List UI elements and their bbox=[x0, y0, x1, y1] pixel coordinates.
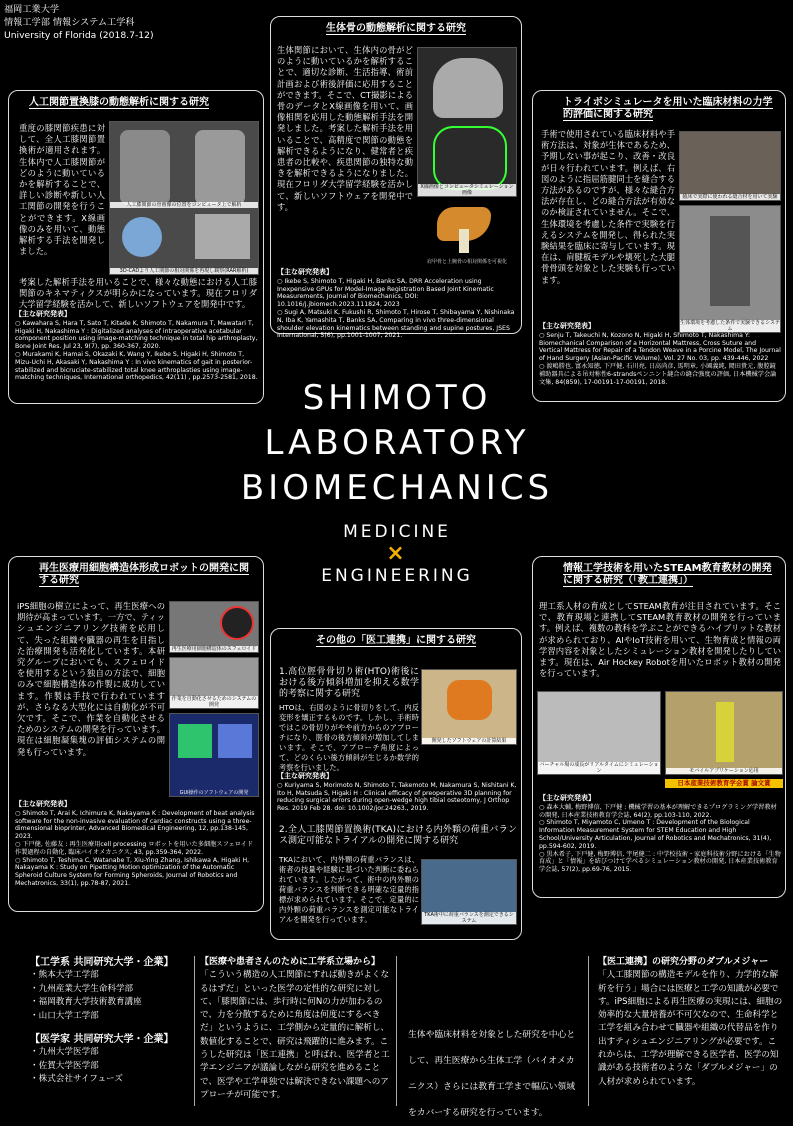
partner-item: ・九州大学医学部 bbox=[30, 1047, 99, 1058]
refs-heading: 【主な研究発表】 bbox=[277, 772, 333, 780]
subtitle-engineering: ENGINEERING bbox=[321, 566, 473, 586]
panel-other-sub2: 2.全人工膝関節置換術(TKA)における内外顆の荷重バランス測定可能なトライアルの開発に関する研究 bbox=[279, 825, 517, 846]
panel-regenerative-robot bbox=[8, 556, 264, 912]
panel-steam-refs bbox=[539, 795, 781, 874]
tribo-machine-caption: 生体環境を考慮した条件で実験できるシステム bbox=[680, 320, 780, 332]
ref-item: ○ Ikebe S, Shimoto T, Higaki H, Banks SA, DRR Acceleration using Inexpensive GPUs for Model-Image Registration Based Joint Kinematic Measurements, Journal of Biomechanics, DOI: 10.1016/j.jbiomech.2023.111824, 2023 bbox=[277, 277, 494, 309]
bottom-double-major bbox=[598, 956, 783, 1089]
robot-system-image bbox=[169, 657, 259, 709]
subtitle-medicine: MEDICINE bbox=[343, 522, 451, 542]
divider bbox=[396, 956, 397, 1106]
shoulder-xray-image bbox=[417, 47, 517, 197]
ref-item: ○ Shimoto T, Miyamoto C, Umeno T : Development of the Biological Information Measurement System for STEM Education and High School/University Articulation, Journal of Robotics and Mechatronics, 31(4), pp.594-602, 2019. bbox=[539, 819, 772, 850]
gui-software-image bbox=[169, 713, 259, 797]
tka-system-image bbox=[421, 859, 517, 925]
refs-heading: 【主な研究発表】 bbox=[539, 322, 595, 330]
steam-mobile-image bbox=[665, 691, 783, 775]
panel-joint-text-a: 重度の膝関節疾患に対して、全人工膝関節置換術が適用されます。生体内で人工膝関節がどのように動いているかを解析することで、詳しい診断や新しい人工関節の開発を行うことができます。X線画像のみを用いて、動態解析する手法を開発しました。 bbox=[19, 123, 105, 257]
refs-heading: 【主な研究発表】 bbox=[15, 800, 71, 808]
panel-tribo-title: トライボシミュレータを用いた臨床材料の力学的評価に関する研究 bbox=[563, 97, 773, 120]
purpose-text: 「こういう構造の人工関節にすれば動きがよくなるはずだ」といった医学の定性的な研究に対して、「膝関節には、歩行時に何Nの力が加わるので、力を分散するために角度は何度にするべきだ」というように、工学側から定量的に解析し、数値化することで、研究は飛躍的に進みます。こうした研究は「医工連携」と呼ばれ、医学者と工学エンジニアが議論しながら研究を進めることで、医学や工学単独では解決できない課題へのアプローチが可能です。 bbox=[200, 970, 390, 1100]
spheroid-image bbox=[169, 601, 259, 653]
bottom-partners bbox=[30, 956, 190, 1087]
ref-item: ○ Shimoto T, Teshima C, Watanabe T, Xiu-Ying Zhang, Ishikawa A, Higaki H, Nakayama K : Study on Pipetting Motion optimization of the Automatic Spheroid Culture System for Forming Spheroids, Journal of Robotics and Mechatronics, 33(1), pp.78-87, 2021. bbox=[15, 856, 250, 887]
divider bbox=[588, 956, 589, 1106]
ref-item: ○ Kawahara S, Hara T, Sato T, Kitade K, Shimoto T, Nakamura T, Mawatari T, Higaki H, Nakashima Y : Digitalized analyses of intraoperative acetabular component position using image-matching technique in total hip arthroplasty, Bone Joint Res. Jul 23, 9(7), pp. 360-367, 2020. bbox=[15, 319, 258, 351]
ref-item: ○ Sugi A, Matsuki K, Fukushi R, Shimoto T, Hirose T, Shibayama Y, Nishinaka N, Iba K, Yamashita T, Banks SA, Comparing in vivo three-dimensional shoulder elevation kinematics between standing and supine postures, JSES International, 5(6), pp.1001-1007, 2021. bbox=[277, 308, 515, 340]
panel-steam-text: 理工系人材の育成としてSTEAM教育が注目されています。そこで、教育現場と連携してSTEAM教育教材の開発を行っています。例えば、複数の教科を学ぶことができるハイブリットな教材が求められており、AIやIoT技術を用いて、生物育成と情報の両学習内容を対象としたシミュレーション教材を開発したりしています。現在は、Air Hockey Robotを用いたロボット教材の開発を行っています。 bbox=[539, 601, 781, 679]
tribo-machine-image bbox=[679, 205, 781, 333]
partner-item: ・佐賀大学医学部 bbox=[30, 1060, 99, 1071]
hto-software-caption: 開発したソフトウェアの計算結果 bbox=[422, 738, 516, 744]
suture-image bbox=[679, 131, 781, 201]
panel-tribo-simulator bbox=[532, 90, 786, 402]
ref-item: ○ Kuriyama S, Morimoto N, Shimoto T, Takemoto M, Nakamura S, Nishitani K, Ito H, Matsuda S, Higaki H : Clinical efficacy of preoperative 3D planning for reducing surgical errors during open-wedge high tibial osteotomy, J Orthop Res. 2019 Feb 28. doi: 10.1002/jor.24263., 2019. bbox=[277, 781, 517, 813]
partner-item: ・山口大学工学部 bbox=[30, 1010, 99, 1021]
ref-item: ○ 森本大輔, 梅野博信, 下戸健 : 機械学習の基本が理解できるプログラミング学習教材の開発, 日本産業技術教育学会誌, 64(2), pp.103-110, 2022. bbox=[539, 803, 777, 819]
ref-item: ○ Murakami K, Hamai S, Okazaki K, Wang Y, Ikebe S, Higaki H, Shimoto T, Mizu-Uchi H, Akasaki Y, Nakashima Y : In vivo kinematics of gait in posterior-stabilized and bicruciate-stabilized total knee arthroplasties using image-matching techniques, International orthopedics, 42(11) , pp.2573-2581, 2018. bbox=[15, 350, 258, 382]
ref-item: ○ 渡嶋勝也, 富永知徳, 下戸健, 石川亮, 日高尚彦, 馬明章, 小園義純, 岡田貴元, 腹腔鏡補助器具による吊対称性6-strandsペンニント縫合の縫合強度の評価, 日本機械学会論文集, 84(859), 17-00191-17-00191, 2018. bbox=[539, 362, 777, 386]
bottom-summary bbox=[408, 1022, 578, 1126]
refs-heading: 【主な研究発表】 bbox=[277, 268, 333, 276]
bottom-purpose bbox=[200, 956, 390, 1102]
xray-knee-image bbox=[109, 121, 259, 275]
spheroid-caption: 再生医療用細胞構造体のスフェロイド bbox=[171, 646, 257, 652]
xray-knee-caption-2: 3D-CADより人工関節の相対関係を再現し観察(RAR解析) bbox=[110, 268, 258, 274]
suture-caption: 臨床で実際に使われる縫合材を用いて実験 bbox=[680, 194, 780, 200]
panel-other-research bbox=[270, 628, 522, 940]
lab-subtitle bbox=[280, 521, 514, 587]
partner-item: ・九州産業大学生命科学部 bbox=[30, 983, 134, 994]
shoulder-model-caption: 肩甲骨と上腕骨の相対関係を可視化 bbox=[426, 259, 507, 265]
panel-joint-refs bbox=[15, 311, 259, 382]
ref-item: ○ 黒木希子, 下戸健, 梅野博信, 宇尾健二 : 中学校技術・家庭科技術分野における「生物育成」と「情報」を結びつけて学べるシミュレーション教材の開発, 日本産業技術教育学会誌, 57(2), pp.69-76, 2015. bbox=[539, 850, 781, 874]
panel-bone-refs bbox=[277, 269, 517, 340]
steam-mobile-caption: モバイルアプリケーション応用 bbox=[666, 768, 782, 774]
double-major-heading: 【医工連携】の研究分野のダブルメジャー bbox=[598, 957, 769, 967]
panel-other-text1: HTOは、右図のように骨切りをして、内反変形を矯正するものです。しかし、手術時ではこの骨切りがやや前方からのアプローチになり、脛骨の後方傾斜が増加してしまいます。そこで、アプローチ角度によって、どのくらい後方傾斜が生じるか数学的考察を行いました。 bbox=[279, 703, 419, 772]
steam-children-image bbox=[537, 691, 661, 775]
panel-other-refs bbox=[277, 773, 517, 813]
ref-item: ○ Shimoto T, Arai K, Ichimura K, Nakayama K : Development of beat analysis software for the non-invasive evaluation of cardiac constructs using a three-dimensional bioprinter, Advanced Biomedical Engineering, 12, pp.138-145, 2023. bbox=[15, 809, 255, 841]
partner-item: ・福岡教育大学技術教育講座 bbox=[30, 997, 142, 1008]
tka-system-caption: TKA術中に荷重バランスを測定できるシステム bbox=[422, 912, 516, 924]
xray-knee-caption-1: 人工膝関節の骨画像の位置をコンピュータ上で解析 bbox=[110, 202, 258, 208]
panel-joint-title: 人工関節置換膝の動態解析に関する研究 bbox=[29, 97, 209, 108]
panel-other-sub1: 1.高位脛骨骨切り術(HTO)術後における後方傾斜増加を抑える数学的考察に関する研究 bbox=[279, 667, 419, 699]
subtitle-cross: × bbox=[386, 541, 408, 566]
partner-item: ・熊本大学工学部 bbox=[30, 970, 99, 981]
affiliation-florida: University of Florida (2018.7-12) bbox=[4, 29, 154, 41]
panel-other-text2: TKAにおいて、内外顆の荷重バランスは、術者の技量や経験に基づいた判断に委ねられています。したがって、術中の内外顆の荷重バランスを判断できる明確な定量的指標が求められています。そこで、定量的に内外顆の荷重バランスを測定可能なトライアルを開発を行っています。 bbox=[279, 855, 419, 924]
panel-regen-title: 再生医療用細胞構造体形成ロボットの開発に関する研究 bbox=[39, 563, 249, 586]
partners-med-heading: 【医学家 共同研究大学・企業】 bbox=[30, 1034, 174, 1046]
panel-regen-text: iPS細胞の樹立によって、再生医療への期待が高まっています。一方で、ティッシュエンジニアリング技術を応用して、失った組織や臓器の再生を目指した治療開発も活発化しています。本研究グループにおいても、スフェロイドを使用するという独自の方法で、細胞のみで細胞構造体の作製に成功しています。作製は手技で行われていますが、さらなる大型化には自動化が不可欠です。そこで、作業を自動化させるためのシステムの開発を行っています。現在は細胞凝集塊の評価システムの開発も行っています。 bbox=[17, 601, 165, 757]
steam-children-caption: バーチャル場の成長がリアルタイムにシミュレーション bbox=[539, 762, 659, 774]
robot-system-caption: 作業を自動化させるためのシステムの開発 bbox=[171, 696, 257, 708]
hto-software-image bbox=[421, 669, 517, 745]
panel-tribo-text: 手術で使用されている臨床材料や手術方法は、対象が生体であるため、予期しない事が起こり、改善・改良が日々行われています。例えば、右図のように指屈筋腱同士を縫合する方法があるのですが、様々な縫合方法が存在し、どの縫合方法が有効なのか検証されていません。そこで、生体環境を考慮した条件で実験を行えるシステムを開発し、得られた実験結果を臨床に寄与しています。現在は、肩腱板モデルや壊死した大腿骨骨頭を対象とした実験も行っています。 bbox=[541, 129, 675, 285]
purpose-heading: 【医療や患者さんのために工学系立場から】 bbox=[200, 957, 381, 967]
divider bbox=[194, 956, 195, 1106]
partners-eng-heading: 【工学系 共同研究大学・企業】 bbox=[30, 957, 174, 968]
gui-software-caption: GUI操作のソフトウェアの開発 bbox=[179, 790, 249, 796]
affiliation bbox=[4, 4, 154, 42]
panel-other-title: その他の「医工連携」に関する研究 bbox=[316, 635, 476, 646]
affiliation-university: 福岡工業大学 bbox=[4, 4, 60, 15]
lab-title-line1: SHIMOTO bbox=[302, 378, 492, 418]
double-major-text: 「人工膝関節の構造モデルを作り、力学的な解析を行う」場合には医療と工学の知識が必要です。iPS細胞による再生医療の実現には、細胞の効率的な大量培養が不可欠なので、生命科学と工学を組み合わせて臓器や組織の代替品を作り出すティシュエンジニアリングが必要です。これからは、工学が理解できる医学者、医学の知識がある技術者のような「ダブルメジャー」の人材が求められています。 bbox=[598, 970, 783, 1087]
ref-item: ○ Senju T, Takeuchi N, Kozono N, Higaki H, Shimoto T, Nakashima Y: Biomechanical Comparison of a Horizontal Mattress, Cross Suture and Vertical Mattress for Repair of a Tendon Weave in a Porcine Model, The Journal of Hand Surgery (Asian-Pacific Volume), Vol. 27 No. 03, pp. 439-446, 2022 bbox=[539, 331, 781, 363]
summary-text: 生体や臨床材料を対象とした研究を中心として、再生医療から生体工学（バイオメカニクス）さらには教育工学まで幅広い領域をカバーする研究を行っています。 bbox=[408, 1030, 576, 1118]
lab-title-line2: LABORATORY bbox=[264, 423, 530, 463]
ref-item: ○ 下戸健, 佐藤友 : 再生医療用cell processing ロボットを用いた多細胞スフェロイド作製過程の自動化, 臨床バイオメカニクス, 43, pp.359-364, 2022. bbox=[15, 840, 254, 856]
shoulder-xray-caption: X線画像とコンピュータシミュレーション画像 bbox=[418, 184, 516, 196]
panel-steam-education bbox=[532, 556, 786, 898]
panel-regen-refs bbox=[15, 801, 259, 888]
panel-bone-text: 生体関節において、生体内の骨がどのように動いているかを解析することで、適切な診断、生活指導、術前計画および術後評価に応用することができます。そこで、CT撮影による骨のデータとX線画像を用いて、画像相関を応用した動態解析手法を開発しました。考案した解析手法を用いることで、高精度で関節の動態を解析できるようになり、健常者と疾患者の比較や、疾患関節の独特な動きを解析できるようになりました。現在フロリダ大学留学経験を活かして、新しいソフトウェアを開発中です。 bbox=[277, 45, 413, 212]
award-badge: 日本産業技術教育学会賞 論文賞 bbox=[665, 779, 783, 788]
panel-joint-analysis bbox=[8, 90, 264, 404]
lab-title-line3: BIOMECHANICS bbox=[240, 468, 554, 508]
panel-joint-text-b: 考案した解析手法を用いることで、様々な動態における人工膝関節のキネマティクスが明らかになっています。現在フロリダ大学留学経験を活かして、新しいソフトウェアを開発中です。 bbox=[19, 277, 257, 310]
panel-tribo-refs bbox=[539, 323, 781, 386]
refs-heading: 【主な研究発表】 bbox=[539, 794, 595, 802]
panel-bone-title: 生体骨の動態解析に関する研究 bbox=[326, 23, 466, 34]
panel-steam-title: 情報工学技術を用いたSTEAM教育教材の開発に関する研究（「教工連携」） bbox=[563, 563, 772, 586]
shoulder-model-image bbox=[417, 201, 517, 265]
panel-bone-analysis bbox=[270, 16, 522, 340]
affiliation-department: 情報工学部 情報システム工学科 bbox=[4, 16, 135, 28]
refs-heading: 【主な研究発表】 bbox=[15, 310, 71, 318]
partner-item: ・株式会社サイフューズ bbox=[30, 1074, 123, 1085]
